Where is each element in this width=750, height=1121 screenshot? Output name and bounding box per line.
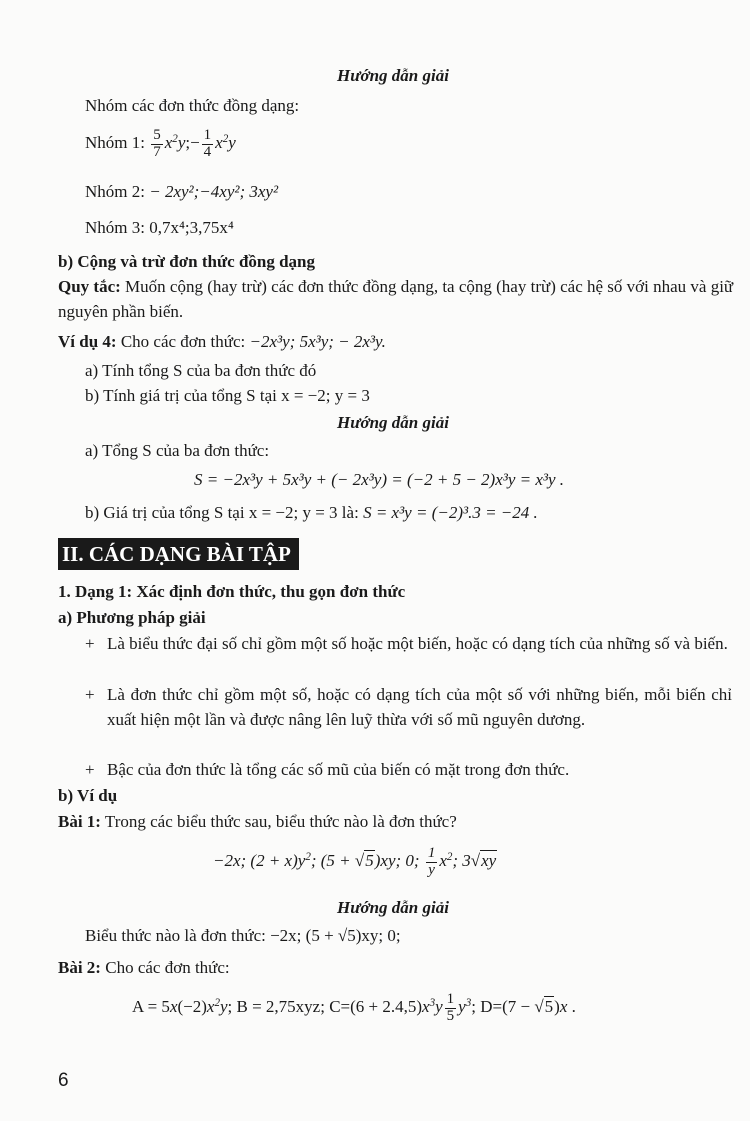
bai-2-text: Cho các đơn thức: (100, 958, 230, 977)
fraction-1-y: $\frac{1}{y}$ (427, 845, 436, 878)
group-3-label: Nhóm 3: (85, 218, 145, 237)
groups-intro: Nhóm các đơn thức đồng dạng: (85, 96, 300, 115)
bai-1-label: Bài 1: (58, 812, 101, 831)
group-2-label: Nhóm 2: (85, 182, 145, 201)
solution-heading-2: Hướng dẫn giải (337, 413, 449, 432)
example-4-part-b: b) Tính giá trị của tổng S tại x = −2; y = 3 (85, 386, 370, 405)
bai-2-label: Bài 2: (58, 958, 101, 977)
dang-1-title: 1. Dạng 1: Xác định đơn thức, thu gọn đơn thức (58, 582, 406, 601)
page-number: 6 (58, 1070, 69, 1091)
part-b-title: b) Cộng và trừ đơn thức đồng dạng (58, 252, 316, 271)
bullet-item: Bậc của đơn thức là tổng các số mũ của biến có mặt trong đơn thức. (107, 760, 570, 779)
bullet-item: Là đơn thức chỉ gồm một số, hoặc có dạng tích của một số với những biến, mỗi biến chỉ xuất hiện một lần và được nâng lên luỹ thừa với số mũ nguyên dương. (107, 685, 732, 729)
example-4-expr: −2x³y; 5x³y; − 2x³y. (245, 332, 386, 351)
fraction-1-5: $\frac{1}{5}$ (446, 991, 455, 1024)
bai-2-expressions: $A = 5x(-2)x^2y$; B = 2,75xyz; $C=(6 + 2.4,5)x^3y$ $\frac{1}{5}$ $y^3$; D=(7 − √5)x . (132, 991, 576, 1024)
group-1-label: Nhóm 1: (85, 133, 145, 153)
bullet-marker: + (85, 685, 95, 704)
solution-4-a-expr: S = −2x³y + 5x³y + (− 2x³y) = (−2 + 5 − 2)x³y = x³y . (194, 470, 565, 489)
rule-text: Muốn cộng (hay trừ) các đơn thức đồng dạng, ta cộng (hay trừ) các hệ số với nhau và giữ nguyên phần biến. (58, 277, 734, 321)
group-3 (85, 216, 234, 241)
bai-1-text: Trong các biểu thức sau, biểu thức nào là đơn thức? (100, 812, 457, 831)
solution-heading: Hướng dẫn giải (337, 66, 449, 85)
bai-1-solution: Biểu thức nào là đơn thức: −2x; (5 + √5)xy; 0; (85, 926, 401, 945)
rule-paragraph (58, 275, 738, 324)
solution-heading-3: Hướng dẫn giải (337, 898, 449, 917)
bai-1-expressions: −2x; $(2 + x)y^2$; (5 + √5)xy; 0; $\frac{1}{y}$ $x^2$; 3√xy (213, 845, 497, 878)
solution-4-b (85, 501, 538, 526)
examples-title: b) Ví dụ (58, 786, 118, 805)
example-4 (58, 330, 386, 355)
fraction-1-4: $\frac{1}{4}$ (203, 127, 212, 160)
example-4-part-a: a) Tính tổng S của ba đơn thức đó (85, 361, 317, 380)
bullet-item: Là biểu thức đại số chỉ gồm một số hoặc một biến, hoặc có dạng tích của những số và biến. (107, 634, 728, 653)
rule-label: Quy tắc: (58, 277, 121, 296)
bullet-marker: + (85, 634, 95, 653)
bullet-marker: + (85, 760, 95, 779)
group-2 (85, 180, 278, 205)
section-title: II. CÁC DẠNG BÀI TẬP (58, 538, 299, 570)
example-4-text: Cho các đơn thức: (116, 332, 246, 351)
method-title: a) Phương pháp giải (58, 608, 206, 627)
bai-2 (58, 956, 230, 981)
solution-4-b-text: b) Giá trị của tổng S tại x = −2; y = 3 là: (85, 503, 359, 522)
group-3-expr: 0,7x⁴;3,75x⁴ (149, 218, 234, 237)
fraction-5-7: $\frac{5}{7}$ (153, 127, 161, 160)
group-1: Nhóm 1: $\frac{5}{7}$ $x^2y;-$ $\frac{1}{4}$ $x^2y$ (85, 127, 236, 160)
group-2-expr: − 2xy²;−4xy²; 3xy² (149, 182, 279, 201)
bai-1 (58, 810, 457, 835)
solution-4-b-expr: S = x³y = (−2)³.3 = −24 . (358, 503, 538, 522)
solution-4-a: a) Tổng S của ba đơn thức: (85, 441, 270, 460)
example-4-label: Ví dụ 4: (58, 332, 117, 351)
